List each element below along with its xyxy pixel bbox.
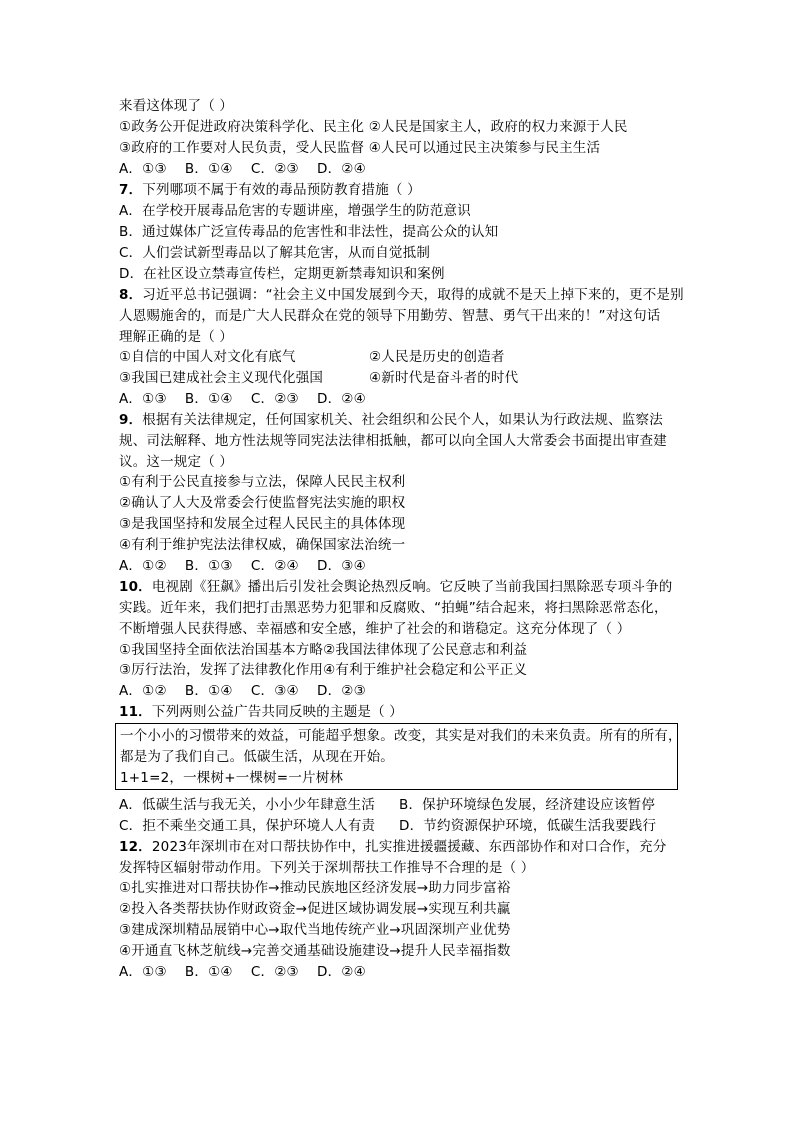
- q7-stem: [119, 180, 421, 200]
- q10-stem-line1: [119, 577, 673, 597]
- q9-stem-line2: 规、司法解释、地方性法规等同宪法法律相抵触，都可以向全国人大常委会书面提出审查建: [119, 433, 667, 449]
- q12-stem-text: 2023年深圳市在对口帮扶协作中，扎实推进援疆援藏、东西部协作和对口合作，充分: [151, 839, 667, 855]
- q11-material-line2: 都是为了我们自己。低碳生活，从现在开始。: [120, 749, 394, 765]
- q9-option-1: ①有利于公民直接参与立法，保障人民民主权利: [119, 474, 406, 490]
- q6-stem-tail: 来看这体现了（ ）: [119, 98, 234, 114]
- q12-stem-line1: [119, 837, 667, 857]
- q8-number: 8．: [119, 287, 143, 303]
- q6-options-34: ③政府的工作要对人民负责，受人民监督 ④人民可以通过民主决策参与民主生活: [119, 140, 601, 156]
- q11-stem-text: 下列两则公益广告共同反映的主题是（ ）: [151, 704, 403, 720]
- q10-stem-line2: 实践。近年来，我们把打击黑恶势力犯罪和反腐败、“拍蝇”结合起来，将扫黑除恶常态化，: [119, 600, 668, 616]
- q12-answers: A．①③ B．①④ C．②③ D．②④: [119, 964, 366, 980]
- q11-options-row2: [119, 816, 657, 836]
- q11-option-d: D．节约资源保护环境，低碳生活我要践行: [399, 818, 657, 834]
- q8-stem-line2: 人恩赐施舍的，而是广大人民群众在党的领导下用勤劳、智慧、勇气干出来的！”对这句话: [119, 308, 661, 324]
- q8-stem-text: 习近平总书记强调：“社会主义中国发展到今天，取得的成就不是天上掉下来的，更不是别: [142, 287, 684, 303]
- q11-option-c: C．拒不乘坐交通工具，保护环境人人有责: [119, 818, 376, 834]
- q8-stem-line3: 理解正确的是（ ）: [119, 329, 234, 345]
- q10-options-12: ①我国坚持全面依法治国基本方略②我国法律体现了公民意志和利益: [119, 642, 528, 658]
- q8-options-row2: [119, 368, 519, 388]
- q8-options-row1: [119, 347, 505, 367]
- q12-option-3: ③建成深圳精品展销中心→取代当地传统产业→巩固深圳产业优势: [119, 922, 511, 938]
- q7-option-a: A．在学校开展毒品危害的专题讲座，增强学生的防范意识: [119, 203, 471, 219]
- q9-stem-line1: [119, 410, 663, 430]
- q6-answers: A．①③ B．①④ C．②③ D．②④: [119, 161, 366, 177]
- q12-stem-line2: 发挥特区辐射带动作用。下列关于深圳帮扶工作推导不合理的是（ ）: [119, 860, 535, 876]
- q8-option-1: ①自信的中国人对文化有底气: [119, 349, 296, 365]
- q8-option-3: ③我国已建成社会主义现代化强国: [119, 370, 324, 386]
- q8-option-4: ④新时代是奋斗者的时代: [369, 370, 519, 386]
- q11-material-box: [115, 723, 682, 790]
- q12-option-2: ②投入各类帮扶协作财政资金→促进区域协调发展→实现互利共赢: [119, 901, 511, 917]
- q10-options-34: ③厉行法治，发挥了法律教化作用④有利于维护社会稳定和公平正义: [119, 662, 528, 678]
- q9-number: 9．: [119, 412, 143, 428]
- q11-material-line3: 1+1=2，一棵树+一棵树=一片树林: [120, 770, 344, 786]
- q9-option-4: ④有利于维护宪法法律权威，确保国家法治统一: [119, 537, 406, 553]
- q7-option-b: B．通过媒体广泛宣传毒品的危害性和非法性，提高公众的认知: [119, 224, 499, 240]
- q9-stem-text: 根据有关法律规定，任何国家机关、社会组织和公民个人，如果认为行政法规、监察法: [142, 412, 663, 428]
- q11-option-a: A．低碳生活与我无关，小小少年肆意生活: [119, 797, 376, 813]
- q10-number: 10．: [119, 579, 152, 595]
- q9-stem-line3: 议。这一规定（ ）: [119, 454, 234, 470]
- q11-options-row1: [119, 795, 656, 815]
- q9-option-3: ③是我国坚持和发展全过程人民民主的具体体现: [119, 516, 406, 532]
- q11-number: 11．: [119, 704, 152, 720]
- q6-options-12: ①政务公开促进政府决策科学化、民主化 ②人民是国家主人，政府的权力来源于人民: [119, 119, 628, 135]
- q7-option-c: C．人们尝试新型毒品以了解其危害，从而自觉抵制: [119, 245, 431, 261]
- q8-stem-line1: [119, 285, 684, 305]
- q9-option-2: ②确认了人大及常委会行使监督宪法实施的职权: [119, 495, 406, 511]
- q8-answers: A．①③ B．①④ C．②③ D．②④: [119, 391, 366, 407]
- q12-option-4: ④开通直飞林芝航线→完善交通基础设施建设→提升人民幸福指数: [119, 943, 511, 959]
- q11-material-line1: 一个小小的习惯带来的效益，可能超乎想象。改变，其实是对我们的未来负责。所有的所有，: [120, 728, 682, 744]
- q12-number: 12．: [119, 839, 152, 855]
- q7-stem-text: 下列哪项不属于有效的毒品预防教育措施（ ）: [142, 182, 421, 198]
- q9-answers: A．①② B．①③ C．②④ D．③④: [119, 558, 366, 574]
- q10-stem-line3: 不断增强人民获得感、幸福感和安全感，维护了社会的和谐稳定。这充分体现了（ ）: [119, 621, 631, 637]
- q10-stem-text: 电视剧《狂飙》播出后引发社会舆论热烈反响。它反映了当前我国扫黑除恶专项斗争的: [151, 579, 673, 595]
- q8-option-2: ②人民是历史的创造者: [369, 349, 505, 365]
- q11-option-b: B．保护环境绿色发展，经济建设应该暂停: [399, 797, 656, 813]
- q7-option-d: D．在社区设立禁毒宣传栏，定期更新禁毒知识和案例: [119, 266, 445, 282]
- q12-option-1: ①扎实推进对口帮扶协作→推动民族地区经济发展→助力同步富裕: [119, 880, 511, 896]
- q7-number: 7．: [119, 182, 143, 198]
- q11-stem: [119, 702, 403, 722]
- q10-answers: A．①② B．①④ C．③④ D．②③: [119, 683, 366, 699]
